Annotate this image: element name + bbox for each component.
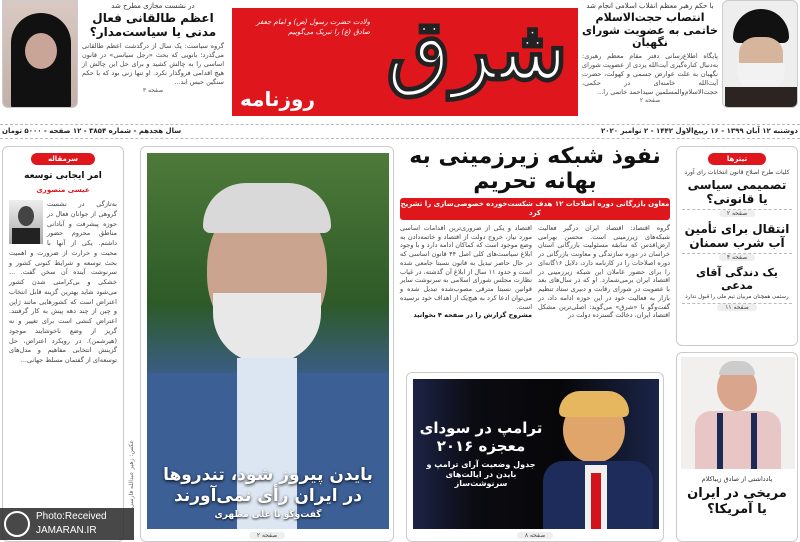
masthead-slogan: ولادت حضرت رسول (ص) و امام جعفر صادق (ع) را تبریک می‌گوییم — [256, 18, 370, 36]
page-ref: صفحه ۱۱ — [717, 304, 757, 311]
headline: یک دندگی آقای مدعی — [696, 265, 778, 292]
khamenei-photo — [722, 0, 798, 108]
headline: امر ایجابی توسعه — [24, 171, 102, 181]
title-item[interactable] — [682, 222, 792, 261]
kicker: با حکم رهبر معظم انقلاب اسلامی انجام شد — [586, 2, 714, 10]
body: گروه سیاست: یک سال از درگذشت اعظم طالقانی می‌گذرد؛ بانویی که بحث «رجل سیاسی» در قانون اساسی را به چالش کشید و برای حل این چالش از هیچ اقدامی فروگذار نکرد. او تنها زنی بود که با حکم سنگین حبس ابد... — [82, 41, 224, 86]
taleghani-photo — [2, 0, 78, 108]
page-ref: صفحه ۴ — [719, 254, 755, 261]
headline: انتقال برای تأمین آب شرب سمنان — [684, 221, 790, 251]
issue-info: سال هجدهم - شماره ۳۸۵۴ - ۱۲ صفحه - ۵۰۰۰ تومان — [2, 127, 182, 135]
author: عیسی منصوری — [36, 185, 90, 194]
title-item[interactable] — [682, 169, 792, 217]
page-ref: صفحه ۲ — [719, 210, 755, 217]
trump-photo — [413, 379, 659, 529]
titles-label: تیترها — [708, 153, 766, 165]
top-right-teaser[interactable] — [582, 0, 800, 118]
dateline — [0, 124, 800, 139]
headline: اعظم طالقانی فعال مدنی یا سیاست‌مدار؟ — [89, 11, 217, 39]
kicker: یادداشتی از صادق زیباکلام — [701, 475, 773, 483]
strap: معاون بازرگانی دوره اصلاحات ۱۲ هدف شکست‌خورده خصوصی‌سازی را تشریح کرد — [400, 198, 670, 220]
top-left-teaser[interactable] — [0, 0, 228, 118]
kicker: کلیات طرح اصلاح قانون انتخابات رای آورد — [684, 169, 790, 176]
photo-credit: عکس: زهیر عبدالله فارسی — [128, 440, 135, 509]
page-ref: صفحه ۲ — [639, 97, 661, 105]
headline: نفوذ شبکه زیرزمینی به بهانه تحریم — [409, 144, 661, 195]
editorial-label: سرمقاله — [31, 153, 95, 165]
date: دوشنبه ۱۲ آبان ۱۳۹۹ - ۱۶ ربیع‌الاول ۱۴۴۲ - ۲ نوامبر ۲۰۲۰ — [600, 127, 798, 135]
zibakalam-note[interactable] — [676, 352, 798, 542]
jamaran-logo — [4, 511, 30, 537]
headline: ترامپ در سودای معجزه ۲۰۱۶ — [419, 419, 543, 455]
headline: انتصاب حجت‌الاسلام خاتمی به عضویت شورای نگهبان — [582, 11, 718, 50]
headline: تصمیمی سیاسی یا قانونی؟ — [687, 178, 787, 207]
masthead — [232, 8, 578, 116]
headline: مریخی در ایران یا آمریکا؟ — [687, 486, 787, 517]
page-ref: صفحه ۳ — [142, 87, 164, 95]
subhead: گفت‌وگو با علی مطهری — [214, 510, 322, 521]
masthead-logo: شرق — [386, 8, 568, 99]
masthead-prefix: روزنامه — [240, 87, 315, 111]
kicker: رستمی همچنان مربیان تیم ملی را قبول ندارد — [685, 293, 789, 300]
body: پایگاه اطلاع‌رسانی دفتر مقام معظم رهبری: به‌دنبال کناره‌گیری آیت‌الله یزدی از عضویت شورای نگهبان به علت عوارض جسمی و کهولت، حضرت آیت‌الله خامنه‌ای در حکمی، حجت‌الاسلام‌والمسلمین سیداحمد خاتمی را... — [581, 51, 718, 97]
body-col-1: گروه اقتصاد: اقتصاد ایران درگیر فعالیت شبکه‌های زیرزمینی است. محسن بهرامی ارض‌اقدس که سابقه مسئولیت بازرگانی استان خراسان در دوره سازندگی و معاونت بازرگانی در دوره اصلاحات را در کارنامه دارد، دلایل ۱۶گانه‌ای را برای حضور عاملان این شبکه زیرزمینی در اقتصاد ایران برمی‌شمارد. او که در سال‌های بعد با عضویت در شورای رقابت و دبیری ستاد تنظیم بازار به فعالیت خود در این حوزه ادامه داد، در گفت‌وگو با «شرق» می‌گوید: اصلی‌ترین مشکل اقتصاد ایران، دخالت گسترده دولت در — [538, 223, 670, 320]
title-item[interactable] — [682, 266, 792, 311]
zibakalam-photo — [681, 357, 795, 469]
headline: بایدن پیروز شود، تندروها در ایران رأی نمی‌آورند — [163, 465, 373, 506]
watermark-line2: JAMARAN.IR — [36, 525, 97, 536]
lead-story[interactable] — [400, 144, 670, 368]
continue-link[interactable]: مشروح گزارش را در صفحه ۴ بخوانید — [413, 311, 532, 320]
trump-story[interactable] — [406, 372, 664, 542]
author-photo — [9, 200, 43, 244]
feature-story[interactable] — [140, 146, 394, 542]
page-ref: صفحه ۲ — [249, 532, 285, 539]
body-col-2: اقتصاد و یکی از ضروری‌ترین اقدامات اساسی مورد نیاز، خروج دولت از اقتصاد و خاتمه‌دادن به وضع موجود است که کماکان ادامه دارد و با وجود ابلاغ سیاست‌های کلی اصل ۴۴ قانون اساسی که در حال حاضر تبدیل به قانون نسبتا جامعی شده است و حدود ۱۱ سال از ابلاغ آن گذشته، در غیاب نظارت مجلس شورای اسلامی به سرنوشت سایر قوانین نسبتا مترقی مصوب‌شده تبدیل شده و می‌توان ادعا کرد به هیچ‌یک از اهداف خود نرسیده است. — [400, 223, 533, 311]
subhead: جدول وضعیت آرای ترامپ و بایدن در ایالت‌های سرنوشت‌ساز — [426, 460, 536, 489]
body: به‌تازگی در نشست گروهی از جوانان فعال در حوزه پیشرفت و آبادانی مناطق محروم حضور داشتم. یکی از آنها با محبت و حرارت از ضرورت و اهمیت بحث توسعه و شرایط کنونی کشور و سرنوشت آینده آن سخن گفت. ... خشکی و بی‌کرامتی شدن کشور می‌شود شاید بهترین گزینه قابل انتخاب اعتراض است که کشورهایی مانند ژاپن و چین از چند دهه پیش به کار گرفتند. اعتراض کنشی است برای تغییر و نه گریز از وضع ناخوشایند موجود (هیرشمن). در رویکرد اعتراض، حل گزینش انتخابی مفاهیم و مدل‌های توسعه‌ای از گفتمان مسلط جهانی... — [9, 200, 117, 365]
watermark — [0, 508, 134, 540]
page-ref: صفحه ۸ — [517, 532, 553, 539]
titles-box — [676, 146, 798, 346]
motahari-photo — [147, 153, 389, 529]
watermark-line1: Photo:Received — [36, 511, 107, 522]
editorial[interactable] — [2, 146, 124, 542]
kicker: در نشست مجازی مطرح شد — [111, 2, 195, 10]
